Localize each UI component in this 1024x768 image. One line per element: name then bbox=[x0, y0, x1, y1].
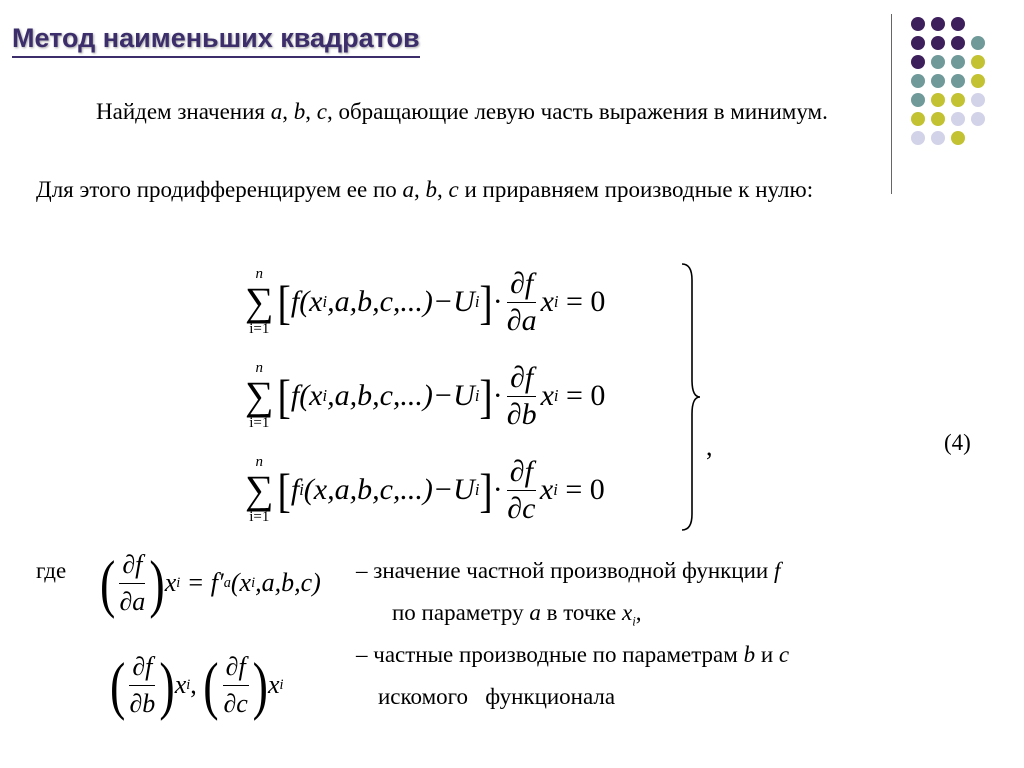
sum-symbol: n ∑ i=1 bbox=[245, 454, 274, 525]
slide-title: Метод наименьших квадратов bbox=[12, 24, 420, 58]
sum-symbol: n ∑ i=1 bbox=[245, 266, 274, 337]
decor-dot bbox=[911, 55, 925, 69]
decor-dot bbox=[911, 131, 925, 145]
partial-fraction: $\frac{\partial f}{\partial a}$ bbox=[506, 266, 537, 337]
paragraph-intro: Найдем значения a, b, c, обращающие левую часть выражения в минимум. bbox=[96, 99, 828, 124]
description-point: по параметру a в точке $x_i$, bbox=[392, 600, 642, 629]
paragraph-differentiate: Для этого продифференцируем ее по a, b, c и приравняем производные к нулю: bbox=[36, 177, 814, 202]
system-brace bbox=[680, 262, 702, 532]
decor-dot bbox=[931, 36, 945, 50]
decor-dot bbox=[931, 17, 945, 31]
description-functional: искомого функционала bbox=[378, 684, 616, 709]
decor-dot bbox=[931, 74, 945, 88]
equation-1: n ∑ i=1 [ f (x i ,a,b,c,...) −U i ] · $\frac{\partial f}{\partial a}$ x i = 0 bbox=[245, 266, 606, 337]
decor-dot bbox=[951, 131, 965, 145]
equation-2: n ∑ i=1 [ f (x i ,a,b,c,...) −U i ] · $\frac{\partial f}{\partial b}$ x i = 0 bbox=[245, 360, 606, 431]
decor-dot bbox=[951, 36, 965, 50]
decor-dot bbox=[951, 55, 965, 69]
definition-partial-a: ( $\frac{\partial f}{\partial a}$ ) x i = f′ a (x i ,a,b,c) bbox=[100, 547, 321, 619]
decor-dot bbox=[951, 74, 965, 88]
decor-dot bbox=[931, 55, 945, 69]
decor-dot bbox=[951, 17, 965, 31]
decor-dot bbox=[911, 17, 925, 31]
sum-symbol: n ∑ i=1 bbox=[245, 360, 274, 431]
equation-comma: , bbox=[706, 432, 713, 461]
decor-dot bbox=[971, 36, 985, 50]
decor-dot bbox=[971, 74, 985, 88]
description-partial-b-c: – частные производные по параметрам b и c bbox=[356, 642, 790, 667]
description-partial-a: – значение частной производной функции f bbox=[356, 558, 781, 583]
partial-fraction: $\frac{\partial f}{\partial b}$ bbox=[506, 360, 537, 431]
decor-dot bbox=[931, 131, 945, 145]
partial-fraction: $\frac{\partial f}{\partial c}$ bbox=[507, 454, 536, 525]
decor-dot bbox=[911, 74, 925, 88]
decor-dot bbox=[911, 36, 925, 50]
definition-partial-b-c: ( $\frac{\partial f}{\partial b}$ ) x i , ( $\frac{\partial f}{\partial c}$ ) x i bbox=[110, 649, 284, 721]
equation-3: n ∑ i=1 [ f i (x,a,b,c,...) −U i ] · $\frac{\partial f}{\partial c}$ x i = 0 bbox=[245, 454, 605, 525]
decor-dot bbox=[971, 55, 985, 69]
where-label: где bbox=[36, 558, 67, 583]
equation-number: (4) bbox=[944, 430, 971, 455]
